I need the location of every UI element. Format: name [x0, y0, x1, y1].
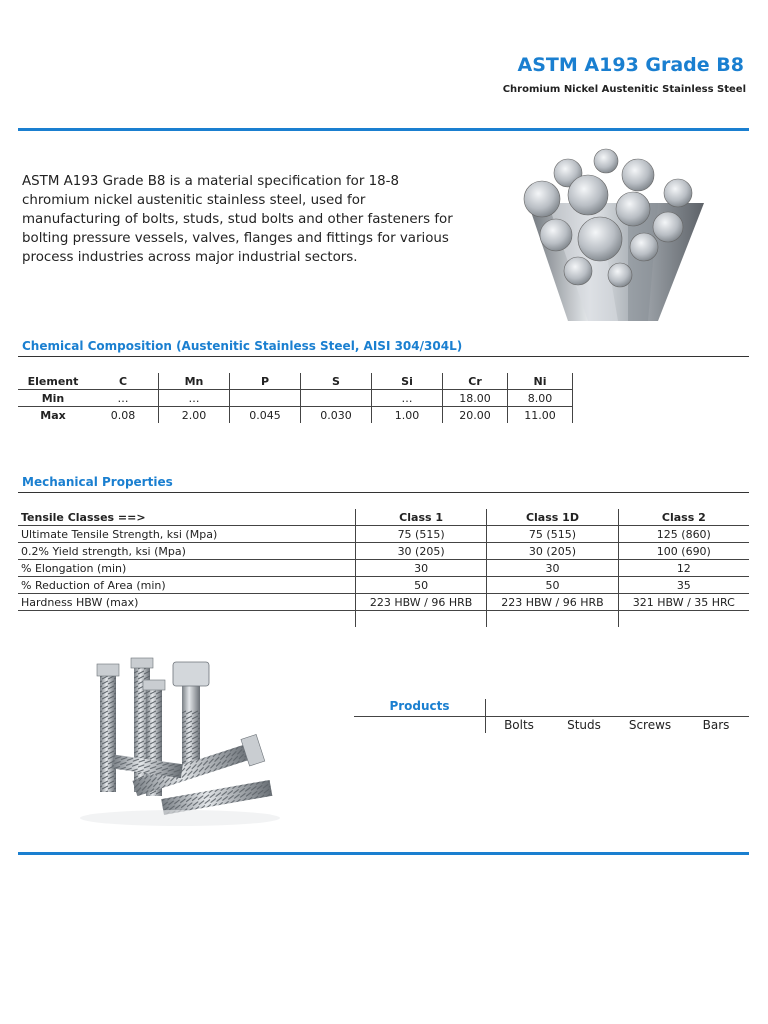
- chemical-header-cell: Ni: [508, 373, 573, 390]
- table-cell: Ultimate Tensile Strength, ksi (Mpa): [18, 526, 355, 543]
- table-cell: …: [88, 390, 159, 407]
- chemical-header-cell: Cr: [443, 373, 508, 390]
- table-cell: …: [159, 390, 230, 407]
- chemical-composition-table: [18, 373, 573, 423]
- table-cell: % Elongation (min): [18, 560, 355, 577]
- table-row: [18, 560, 749, 577]
- table-cell: 1.00: [372, 407, 443, 424]
- table-cell: 321 HBW / 35 HRC: [618, 594, 749, 611]
- table-cell: 223 HBW / 96 HRB: [487, 594, 618, 611]
- product-item-screws: Screws: [628, 718, 672, 732]
- table-cell: Max: [40, 408, 66, 422]
- footer-divider: [18, 852, 749, 855]
- hex-bolts-icon: [72, 650, 294, 830]
- mechanical-properties-title: Mechanical Properties: [22, 475, 173, 489]
- table-row: [18, 526, 749, 543]
- table-row: [18, 543, 749, 560]
- table-cell: 100 (690): [618, 543, 749, 560]
- chemical-composition-title: Chemical Composition (Austenitic Stainless Steel, AISI 304/304L): [22, 339, 463, 353]
- chemical-header-cell: P: [230, 373, 301, 390]
- table-cell: [355, 611, 486, 628]
- chemical-header-cell: Mn: [159, 373, 230, 390]
- table-cell: 223 HBW / 96 HRB: [355, 594, 486, 611]
- chemical-header-cell: Si: [372, 373, 443, 390]
- table-cell: [18, 611, 355, 628]
- table-cell: 125 (860): [618, 526, 749, 543]
- table-cell: …: [372, 390, 443, 407]
- mechanical-properties-table: [18, 509, 749, 627]
- table-cell: % Reduction of Area (min): [18, 577, 355, 594]
- table-row: [18, 594, 749, 611]
- products-divider: [354, 716, 749, 717]
- mechanical-header-cell: Class 1D: [487, 509, 618, 526]
- table-row: [18, 390, 573, 407]
- table-cell: 75 (515): [355, 526, 486, 543]
- table-cell: [487, 611, 618, 628]
- table-row: [18, 577, 749, 594]
- product-item-studs: Studs: [567, 718, 601, 732]
- table-cell: Min: [18, 390, 88, 407]
- header-divider: [18, 128, 749, 131]
- table-cell: [230, 390, 301, 407]
- table-cell: [301, 390, 372, 407]
- table-cell: 75 (515): [487, 526, 618, 543]
- chemical-header-cell: S: [301, 373, 372, 390]
- table-row: [18, 407, 573, 424]
- mechanical-header-cell: Tensile Classes ==>: [18, 509, 355, 526]
- chemical-header-cell: Element: [18, 373, 88, 390]
- chemical-divider: [18, 356, 749, 357]
- mechanical-header-cell: Class 1: [355, 509, 486, 526]
- table-cell: 20.00: [443, 407, 508, 424]
- chemical-header-row: [18, 373, 573, 390]
- product-item-bars: Bars: [702, 718, 730, 732]
- table-cell: 0.2% Yield strength, ksi (Mpa): [18, 543, 355, 560]
- chemical-header-cell: C: [88, 373, 159, 390]
- table-cell: 30: [355, 560, 486, 577]
- table-cell: 0.045: [230, 407, 301, 424]
- table-cell: 2.00: [159, 407, 230, 424]
- intro-paragraph: ASTM A193 Grade B8 is a material specification for 18-8 chromium nickel austenitic stainless steel, used for manufacturing of bolts, studs, stud bolts and other fasteners for bolting pressure vessels, valves, flanges and fittings for various process industries across major industrial sectors.: [22, 174, 453, 265]
- table-cell: 35: [618, 577, 749, 594]
- table-cell: 18.00: [443, 390, 508, 407]
- mechanical-header-row: [18, 509, 749, 526]
- table-cell: 30: [487, 560, 618, 577]
- table-cell: 11.00: [508, 407, 573, 424]
- page-title: ASTM A193 Grade B8: [517, 54, 744, 76]
- table-cell: 0.030: [301, 407, 372, 424]
- table-cell: Hardness HBW (max): [18, 594, 355, 611]
- page-subtitle: Chromium Nickel Austenitic Stainless Steel: [502, 84, 746, 95]
- table-cell: 50: [487, 577, 618, 594]
- mechanical-divider: [18, 492, 749, 493]
- mechanical-header-cell: Class 2: [618, 509, 749, 526]
- products-label: Products: [389, 699, 450, 713]
- table-cell: 30 (205): [355, 543, 486, 560]
- product-item-bolts: Bolts: [504, 718, 534, 732]
- table-cell: 0.08: [88, 407, 159, 424]
- table-cell: 50: [355, 577, 486, 594]
- stainless-steel-round-bars-icon: [508, 143, 712, 321]
- table-row: [18, 611, 749, 628]
- table-cell: 30 (205): [487, 543, 618, 560]
- table-cell: [618, 611, 749, 628]
- table-cell: 8.00: [508, 390, 573, 407]
- table-cell: 12: [618, 560, 749, 577]
